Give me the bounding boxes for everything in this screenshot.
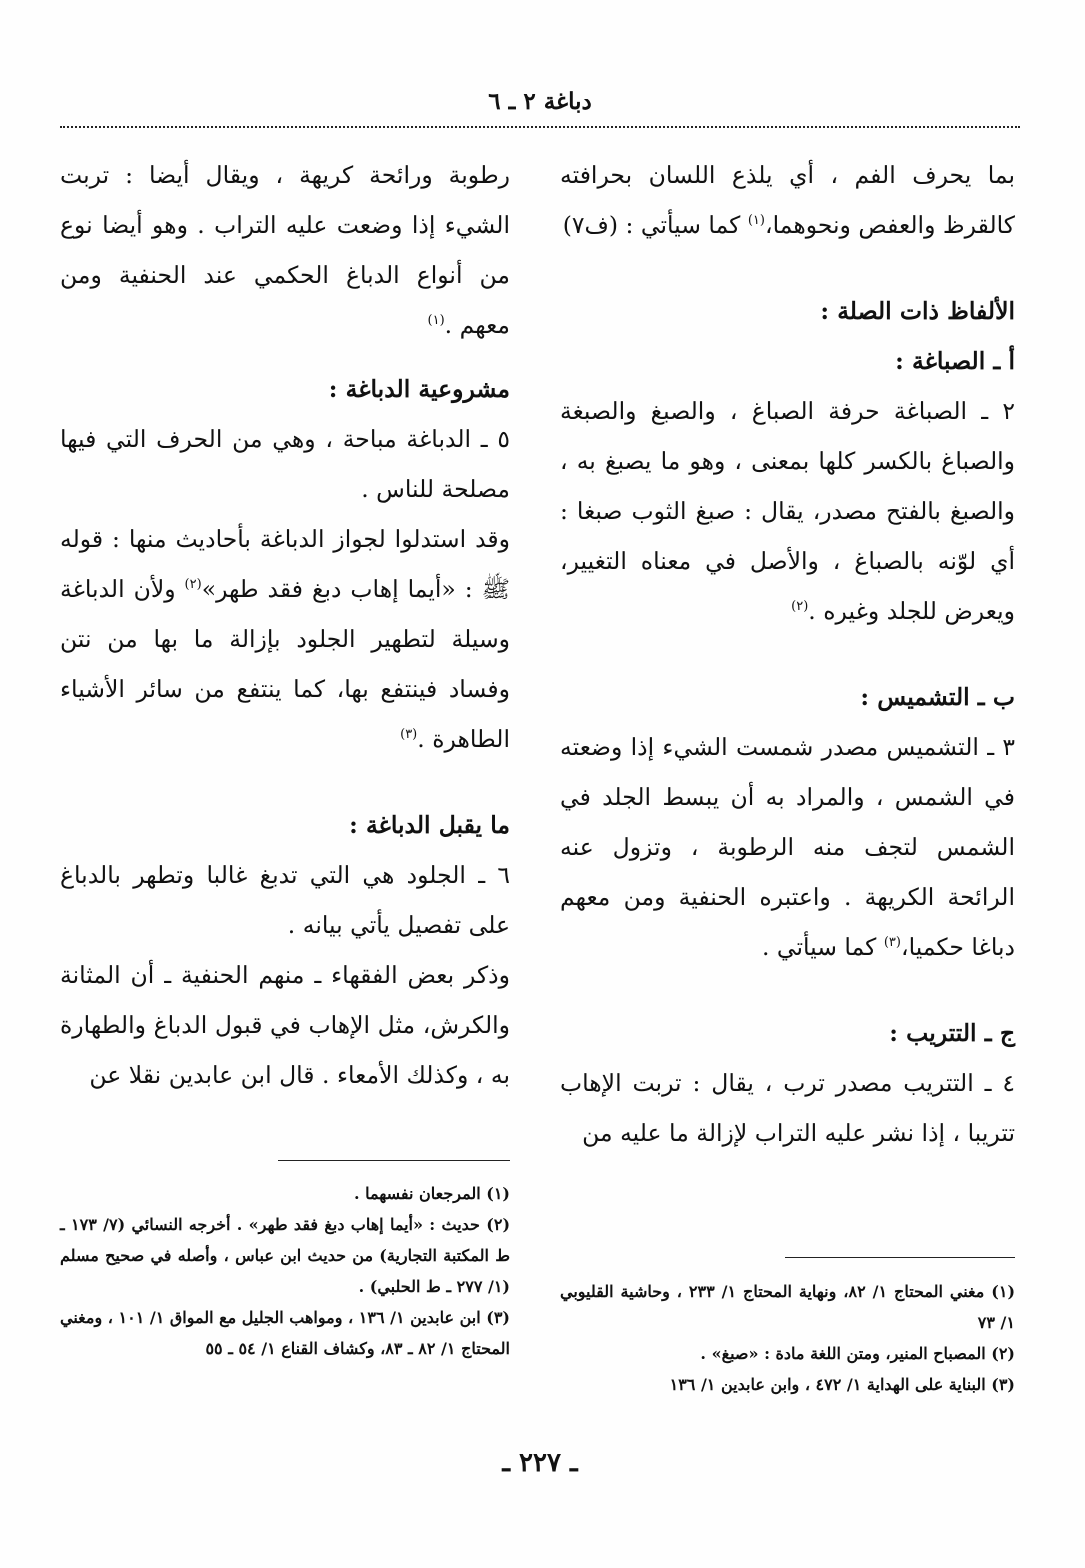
intro-paragraph: بما يحرف الفم ، أي يلذع اللسان بحرافته كالقرظ والعفص ونحوهما،$^{(١)}$ كما سيأتي : (ف٧) — [560, 161, 1015, 239]
footnote-separator — [278, 1160, 510, 1161]
subheading-legitimacy: مشروعية الدباغة : — [328, 375, 510, 403]
footnote: (١) مغني المحتاج ١/ ٨٢، ونهاية المحتاج ١/ ٢٣٣ ، وحاشية القليوبي ١/ ٧٣ — [560, 1282, 1016, 1332]
paragraph-3: ٣ ـ التشميس مصدر شمست الشيء إذا وضعته في الشمس ، والمراد به أن يبسط الجلد في الشمس لتجف منه الرطوبة ، وتزول عنه الرائحة الكريهة . واعتبره الحنفية ومن معهم دباغا حكميا،$^{(٣)}$ كما سيأتي . — [560, 733, 1015, 961]
footnote: (١) المرجعان نفسهما . — [354, 1184, 510, 1203]
paragraph-2: ٢ ـ الصباغة حرفة الصباغ ، والصبغ والصبغة والصباغ بالكسر كلها بمعنى ، وهو ما يصبغ به ، والصبغ بالفتح مصدر، يقال : صبغ الثوب صبغا : أي لوّنه بالصباغ ، والأصل في معناه التغيير، ويعرض للجلد وغيره .$^{(٢)}$ — [560, 397, 1015, 625]
footnote-ref: (٣) — [883, 935, 901, 951]
footnote-ref: (٢) — [791, 599, 809, 615]
section-heading-related-terms: الألفاظ ذات الصلة : — [820, 297, 1015, 325]
page-number: ـ ٢٢٧ ـ — [502, 1448, 578, 1478]
paragraph-6-detail: وذكر بعض الفقهاء ـ منهم الحنفية ـ أن المثانة والكرش، مثل الإهاب في قبول الدباغ والطهارة به ، وكذلك الأمعاء . قال ابن عابدين نقلا عن — [60, 961, 510, 1089]
paragraph-6: ٦ ـ الجلود هي التي تدبغ غالبا وتطهر بالدباغ على تفصيل يأتي بيانه . — [60, 861, 510, 939]
left-column — [60, 150, 510, 1100]
paragraph-5: ٥ ـ الدباغة مباحة ، وهي من الحرف التي فيها مصلحة للناس . — [60, 425, 510, 503]
running-header: دباغة ٢ ـ ٦ — [488, 88, 592, 115]
intro-paragraph: رطوبة ورائحة كريهة ، ويقال أيضا : تربت الشيء إذا وضعت عليه التراب . وهو أيضا نوع من أنواع الدباغ الحكمي عند الحنفية ومن معهم .$^{(١)}$ — [60, 161, 510, 339]
subheading-tatreeb: ج ـ التتريب : — [889, 1019, 1015, 1047]
subheading-what-accepts: ما يقبل الدباغة : — [349, 811, 510, 839]
footnote-ref: (١) — [427, 313, 445, 329]
paragraph-5-evidence: وقد استدلوا لجواز الدباغة بأحاديث منها : قوله ﷺ : «أيما إهاب دبغ فقد طهر»$^{(٢)}$ ولأن الدباغة وسيلة لتطهير الجلود بإزالة ما بها من نتن وفساد فينتفع بها، كما ينتفع من سائر الأشياء الطاهرة .$^{(٣)}$ — [60, 525, 511, 753]
right-column — [560, 150, 1015, 1158]
footnote-ref: (١) — [747, 213, 765, 229]
footnote: (٣) ابن عابدين ١/ ١٣٦ ، ومواهب الجليل مع المواق ١/ ١٠١ ، ومغني المحتاج ١/ ٨٢ ـ ٨٣، وكشاف القناع ١/ ٥٤ ـ ٥٥ — [60, 1308, 510, 1358]
paragraph-4: ٤ ـ التتريب مصدر ترب ، يقال : تربت الإهاب تتريبا ، إذا نشر عليه التراب لإزالة ما عليه من — [560, 1069, 1015, 1147]
footnote: (٣) البناية على الهداية ١/ ٤٧٢ ، وابن عابدين ١/ ١٣٦ — [669, 1375, 1015, 1394]
subheading-tashmees: ب ـ التشميس : — [860, 683, 1015, 711]
left-footnotes — [60, 1178, 510, 1364]
footnote: (٢) المصباح المنير، ومتن اللغة مادة : «صبغ» . — [700, 1344, 1015, 1363]
right-footnotes — [560, 1276, 1015, 1400]
subheading-sibagha: أ ـ الصباغة : — [895, 347, 1015, 375]
footnote-ref: (٣) — [400, 727, 418, 743]
footnote-separator — [785, 1257, 1015, 1258]
footnote: (٢) حديث : «أيما إهاب دبغ فقد طهر» . أخرجه النسائي (٧/ ١٧٣ ـ ط المكتبة التجارية) من حديث ابن عباس ، وأصله في صحيح مسلم (١/ ٢٧٧ ـ ط الحلبي) . — [60, 1215, 511, 1296]
footnote-ref: (٢) — [184, 577, 202, 593]
header-dotted-rule — [60, 126, 1020, 128]
